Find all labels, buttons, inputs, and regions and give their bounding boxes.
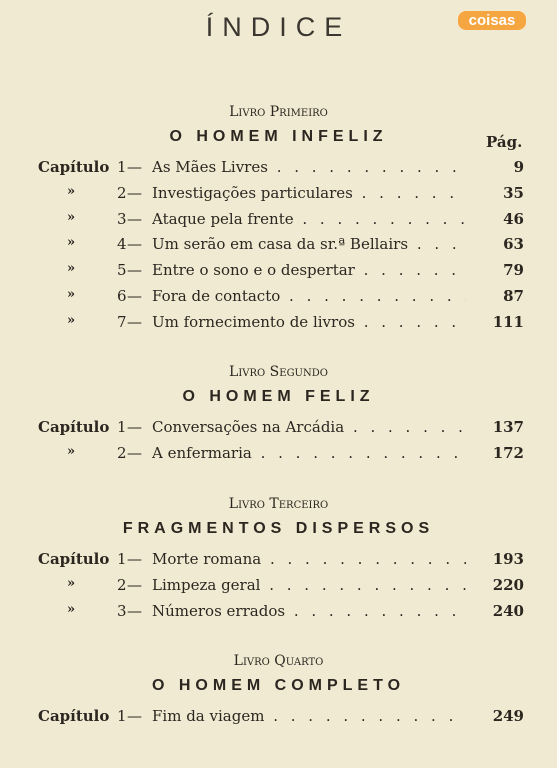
chapter-page: 249 <box>492 707 524 725</box>
chapter-entry <box>0 287 557 309</box>
ditto-mark: » <box>67 261 76 277</box>
ditto-mark: » <box>67 235 76 251</box>
chapter-dash: — <box>127 443 142 462</box>
chapter-dash: — <box>127 575 142 594</box>
chapter-number: 3 <box>117 601 127 620</box>
chapter-number: 2 <box>117 183 127 202</box>
chapter-number: 1 <box>117 158 127 176</box>
chapter-number: 5 <box>117 261 127 280</box>
chapter-page: 46 <box>503 209 524 228</box>
book-title: FRAGMENTOS DISPERSOS <box>122 520 435 537</box>
chapter-title: Morte romana . . . <box>152 550 466 568</box>
chapter-page: 220 <box>492 575 524 594</box>
chapter-entry <box>0 550 557 572</box>
chapter-entry <box>0 576 557 598</box>
chapter-dash: — <box>127 550 142 568</box>
book-label: Livro Quarto <box>233 653 324 669</box>
chapter-page: 137 <box>492 418 524 436</box>
chapter-entry <box>0 158 557 180</box>
chapter-number: 1 <box>117 550 127 568</box>
chapter-entry <box>0 602 557 624</box>
book-label: Livro Segundo <box>229 364 328 380</box>
chapter-dash: — <box>127 209 142 228</box>
chapter-title: Fora de contacto . . . <box>152 287 466 305</box>
chapter-title: As Mães Livres . . . <box>152 158 466 176</box>
chapter-entry <box>0 184 557 206</box>
chapter-title: Entre o sono e o despertar . . . <box>152 261 466 279</box>
ditto-mark: » <box>67 601 76 617</box>
chapter-page: 172 <box>492 443 524 462</box>
chapter-dash: — <box>127 235 142 254</box>
chapter-dash: — <box>127 261 142 280</box>
chapter-entry <box>0 210 557 232</box>
page-title: ÍNDICE <box>205 12 352 42</box>
ditto-mark: » <box>67 183 76 199</box>
chapter-dash: — <box>127 158 142 176</box>
chapter-word: Capítulo <box>38 158 110 176</box>
ditto-mark: » <box>67 312 76 328</box>
chapter-entry <box>0 707 557 729</box>
chapter-word: Capítulo <box>38 707 110 725</box>
chapter-number: 4 <box>117 235 127 254</box>
book-label: Livro Primeiro <box>229 104 328 120</box>
book-title: O HOMEM INFELIZ <box>169 128 388 145</box>
watermark-logo: coisas <box>458 11 526 30</box>
chapter-title: Limpeza geral . . . <box>152 576 466 594</box>
ditto-mark: » <box>67 575 76 591</box>
chapter-title: Conversações na Arcádia . . . <box>152 418 466 436</box>
chapter-title: Investigações particulares . . . <box>152 184 466 202</box>
chapter-word: Capítulo <box>38 418 110 436</box>
chapter-title: Ataque pela frente . . . <box>152 210 466 228</box>
chapter-page: 240 <box>492 601 524 620</box>
chapter-page: 193 <box>492 550 524 568</box>
chapter-page: 79 <box>503 261 524 280</box>
chapter-entry <box>0 313 557 335</box>
chapter-title: A enfermaria . . . <box>152 444 466 462</box>
ditto-mark: » <box>67 287 76 302</box>
chapter-dash: — <box>127 312 142 331</box>
chapter-entry <box>0 418 557 440</box>
chapter-title: Um fornecimento de livros . . . <box>152 313 466 331</box>
chapter-dash: — <box>127 287 142 305</box>
book-title: O HOMEM COMPLETO <box>151 677 406 694</box>
chapter-word: Capítulo <box>38 550 110 568</box>
chapter-dash: — <box>127 601 142 620</box>
chapter-dash: — <box>127 418 142 436</box>
chapter-number: 1 <box>117 707 127 725</box>
ditto-mark: » <box>67 209 76 225</box>
chapter-number: 3 <box>117 209 127 228</box>
ditto-mark: » <box>67 443 76 459</box>
chapter-title: Fim da viagem . . . <box>152 707 466 725</box>
chapter-title: Um serão em casa da sr.ª Bellairs . . . <box>152 235 466 253</box>
chapter-number: 6 <box>117 287 127 305</box>
chapter-title: Números errados . . . <box>152 602 466 620</box>
chapter-entry <box>0 444 557 466</box>
book-title: O HOMEM FELIZ <box>182 388 375 405</box>
chapter-dash: — <box>127 183 142 202</box>
page-column-header: Pág. <box>486 133 523 151</box>
chapter-page: 9 <box>513 158 524 176</box>
chapter-number: 2 <box>117 575 127 594</box>
chapter-page: 35 <box>503 183 524 202</box>
chapter-page: 63 <box>503 235 524 254</box>
chapter-number: 1 <box>117 418 127 436</box>
chapter-entry <box>0 261 557 283</box>
chapter-page: 87 <box>503 287 524 305</box>
chapter-entry <box>0 235 557 257</box>
chapter-dash: — <box>127 707 142 725</box>
chapter-page: 111 <box>492 312 524 331</box>
book-label: Livro Terceiro <box>228 496 329 512</box>
chapter-number: 2 <box>117 443 127 462</box>
chapter-number: 7 <box>117 312 127 331</box>
